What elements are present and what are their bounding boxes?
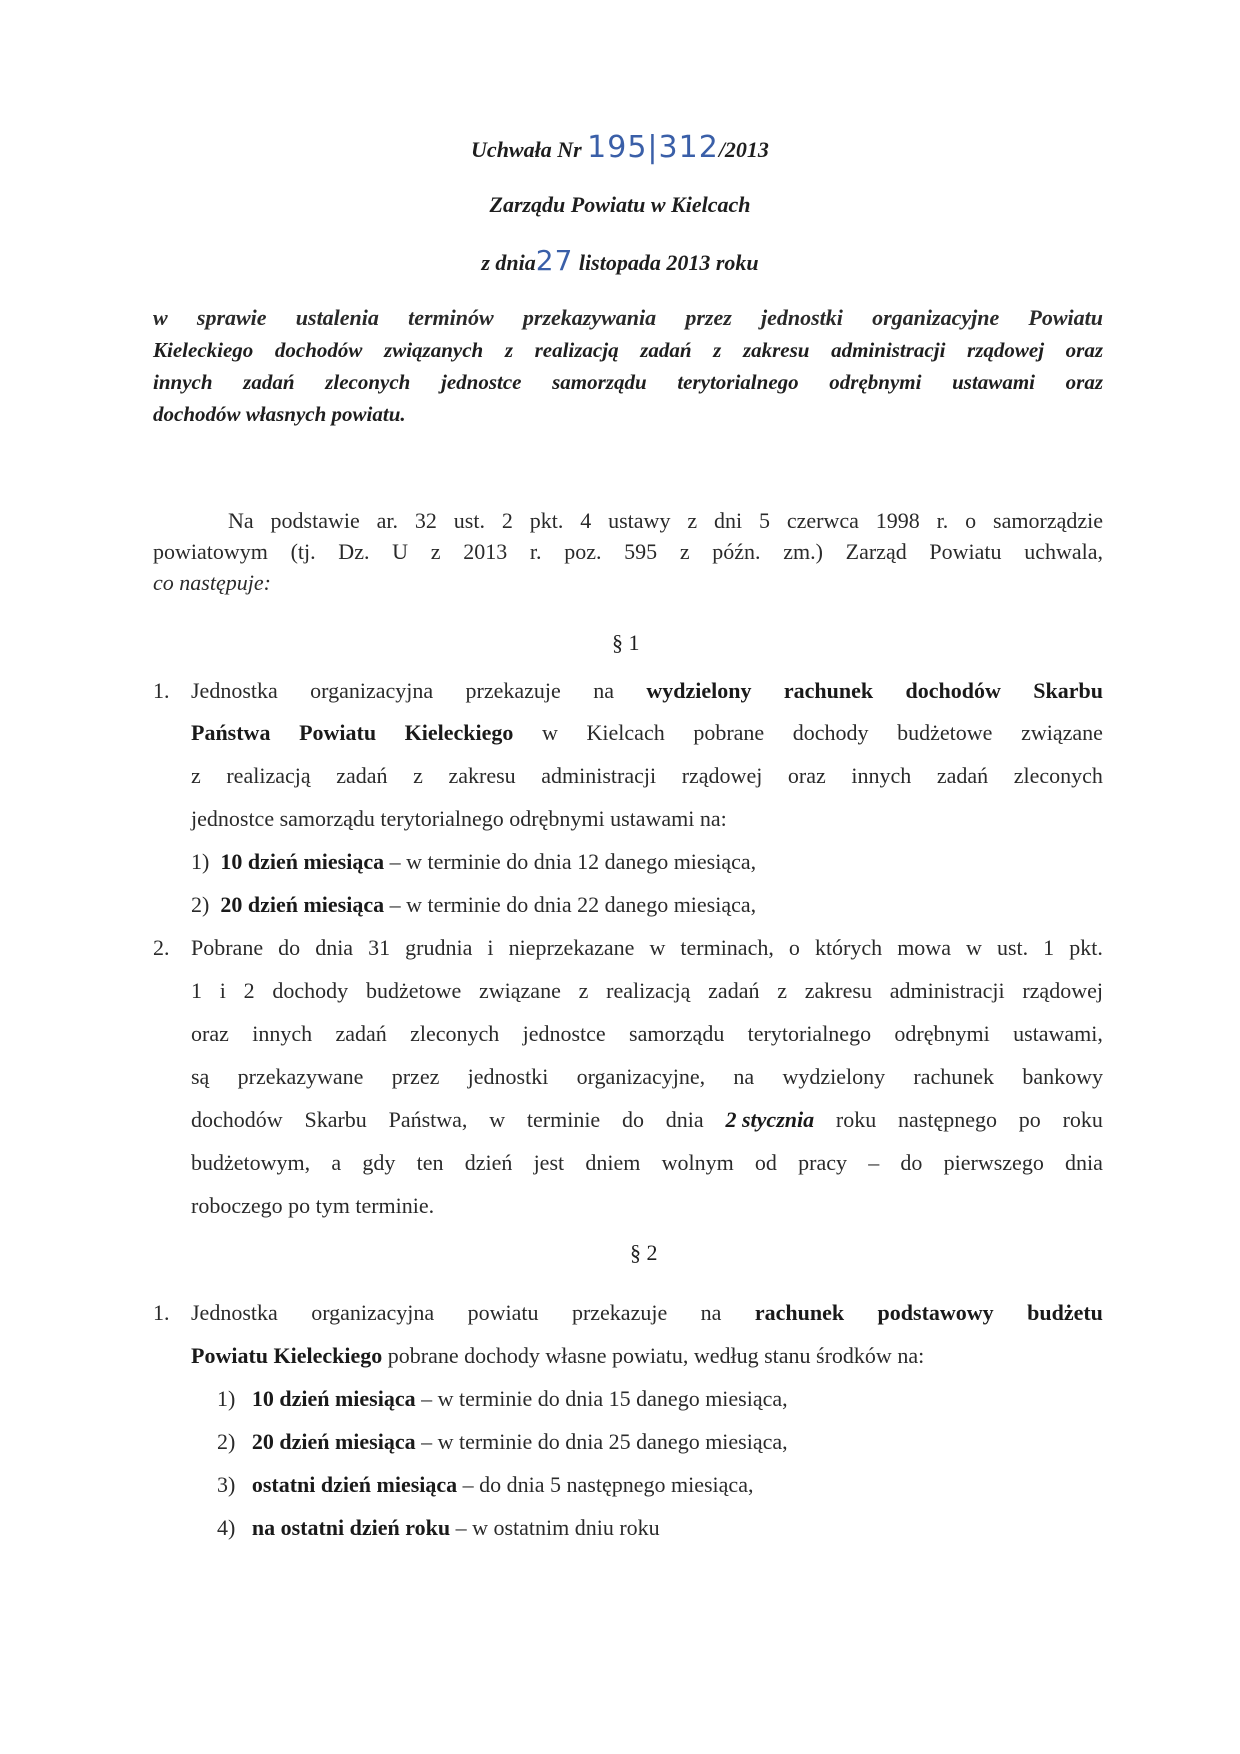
bold-word: dochodów: [905, 678, 1001, 703]
item-bold: na ostatni dzień roku: [251, 1515, 451, 1540]
legal-basis: [153, 505, 1103, 598]
item-bold: 20 dzień miesiąca: [251, 1429, 416, 1454]
word: Skarbu: [304, 1107, 367, 1132]
word: 31: [368, 935, 391, 960]
word: wolnym: [661, 1150, 734, 1175]
s1-p2-number: 2.: [153, 935, 170, 960]
word: rachunek: [913, 1064, 995, 1089]
word: przekazuje: [571, 1300, 668, 1325]
item-number: 2): [217, 1429, 236, 1454]
word: 1: [1043, 935, 1055, 960]
word: powiatu: [467, 1300, 539, 1325]
subject-line-3: innych zadań zleconych jednostce samorządu terytorialnego odrębnymi ustawami oraz: [153, 370, 1103, 394]
s2-list-item-3: [217, 1472, 753, 1498]
word: po: [1018, 1107, 1041, 1132]
s2-p1-line-2: [191, 1343, 924, 1369]
word: ten: [416, 1150, 444, 1175]
word: zleconych: [1013, 763, 1103, 788]
bold-word: Kieleckiego: [404, 720, 514, 745]
word: dzień: [464, 1150, 513, 1175]
word: realizacją: [226, 763, 311, 788]
s2-list-item-4: [217, 1515, 660, 1541]
word: w: [649, 935, 666, 960]
word: następnego: [898, 1107, 997, 1132]
issuer-line: Zarządu Powiatu w Kielcach: [489, 192, 751, 217]
word: przez: [391, 1064, 440, 1089]
item-text: – w terminie do dnia 12 danego miesiąca,: [384, 849, 757, 874]
word: grudnia: [405, 935, 473, 960]
title-suffix: /2013: [718, 137, 769, 162]
word: przekazywane: [237, 1064, 364, 1089]
word: jednostki: [467, 1064, 549, 1089]
s1-p2-line-6: [191, 1150, 1103, 1176]
word: na: [700, 1300, 722, 1325]
word: organizacyjna: [310, 678, 434, 703]
s1-list-item-1: [191, 849, 756, 875]
s1-p2-line-7: roboczego po tym terminie.: [191, 1193, 435, 1218]
word: na: [733, 1064, 755, 1089]
word: z: [191, 763, 201, 788]
word: pkt.: [1069, 935, 1103, 960]
s1-p1-line-2: [191, 720, 1103, 746]
subject-line-4: dochodów własnych powiatu.: [153, 402, 406, 426]
word: budżetowe: [897, 720, 993, 745]
item-bold: 10 dzień miesiąca: [220, 849, 385, 874]
word: gdy: [362, 1150, 396, 1175]
subject-text-1: w sprawie ustalenia terminów przekazywania przez jednostki organizacyjne Powiatu: [153, 305, 1103, 330]
word: na: [593, 678, 614, 703]
word: terminie: [526, 1107, 601, 1132]
word: ust.: [996, 935, 1029, 960]
word: zadań: [936, 763, 989, 788]
word: związane: [479, 978, 561, 1003]
resolution-title: [0, 130, 1240, 165]
s1-p2-line-5: [191, 1107, 1103, 1133]
word: odrębnymi: [894, 1021, 990, 1046]
word: w: [542, 720, 558, 745]
word: pierwszego: [943, 1150, 1044, 1175]
bold-italic-date: 2 stycznia: [725, 1107, 815, 1132]
s1-p2-line-1: [191, 935, 1103, 961]
word: mowa: [897, 935, 951, 960]
handwritten-day: 27: [535, 244, 574, 277]
word: dniem: [585, 1150, 641, 1175]
word: terminach,: [680, 935, 774, 960]
word: roku: [1062, 1107, 1103, 1132]
word: z: [578, 978, 589, 1003]
word: budżetowym,: [191, 1150, 311, 1175]
s1-p1-line-3: [191, 763, 1103, 789]
word: innych: [252, 1021, 313, 1046]
word: rządowej: [1022, 978, 1103, 1003]
word: do: [278, 935, 301, 960]
handwritten-resolution-number: 195|312: [587, 130, 719, 165]
word: innych: [851, 763, 912, 788]
word: administracji: [541, 763, 657, 788]
word: z: [413, 763, 423, 788]
word: dnia: [665, 1107, 704, 1132]
s1-p2-line-4: [191, 1064, 1103, 1090]
subject-line-1: [153, 302, 1103, 334]
word: do: [622, 1107, 644, 1132]
resolution-subject: [153, 302, 1103, 430]
word: których: [814, 935, 883, 960]
item-bold: 20 dzień miesiąca: [220, 892, 385, 917]
s2-p1-line-1: [191, 1300, 1103, 1326]
basis-line-2: powiatowym (tj. Dz. U z 2013 r. poz. 595 z późn. zm.) Zarząd Powiatu uchwala,: [153, 539, 1103, 564]
word: rządowej: [681, 763, 763, 788]
word: oraz: [191, 1021, 229, 1046]
word: w: [489, 1107, 506, 1132]
word: oraz: [787, 763, 826, 788]
s2-list-item-2: [217, 1429, 788, 1455]
date-line: [0, 244, 1240, 277]
item-number: 4): [217, 1515, 236, 1540]
bold-word: wydzielony: [646, 678, 752, 703]
s2-p1-number: 1.: [153, 1300, 170, 1325]
s2-list-item-1: [217, 1386, 788, 1412]
word: jest: [533, 1150, 565, 1175]
word: organizacyjna: [311, 1300, 435, 1325]
item-number: 2): [191, 892, 210, 917]
s1-p1-line-4: jednostce samorządu terytorialnego odrębnymi ustawami na:: [191, 806, 727, 831]
s1-p1-number: 1.: [153, 678, 170, 703]
item-bold: 10 dzień miesiąca: [251, 1386, 416, 1411]
word: budżetowe: [365, 978, 462, 1003]
subject-line-2: Kieleckiego dochodów związanych z realizacją zadań z zakresu administracji rządowej oraz: [153, 338, 1103, 362]
bold-word: budżetu: [1027, 1300, 1103, 1325]
word: pobrane: [693, 720, 765, 745]
section-1-heading: § 1: [612, 630, 640, 655]
item-text: – w terminie do dnia 15 danego miesiąca,: [415, 1386, 788, 1411]
word: roku: [835, 1107, 877, 1132]
word: dochodów: [191, 1107, 283, 1132]
title-prefix: Uchwała Nr: [471, 137, 582, 162]
item-text: – w terminie do dnia 22 danego miesiąca,: [384, 892, 757, 917]
s1-list-item-2: [191, 892, 756, 918]
word: od: [754, 1150, 777, 1175]
word: przekazuje: [465, 678, 561, 703]
word: samorządu: [629, 1021, 725, 1046]
date-prefix: z dnia: [481, 250, 536, 275]
item-text: – w ostatnim dniu roku: [450, 1515, 660, 1540]
s1-p2-line-2: [191, 978, 1103, 1004]
word: dochody: [792, 720, 869, 745]
word: administracji: [889, 978, 1005, 1003]
date-suffix: listopada 2013 roku: [578, 250, 759, 275]
word: zakresu: [804, 978, 872, 1003]
word: do: [900, 1150, 923, 1175]
s1-p1-line-1: [191, 678, 1103, 704]
bold-word: podstawowy: [877, 1300, 994, 1325]
word: organizacyjne,: [576, 1064, 706, 1089]
item-text: – w terminie do dnia 25 danego miesiąca,: [415, 1429, 788, 1454]
word: zakresu: [448, 763, 516, 788]
bold-word: Państwa: [191, 720, 271, 745]
section-2-heading: § 2: [630, 1240, 658, 1265]
word: ustawami,: [1013, 1021, 1103, 1046]
word: a: [331, 1150, 342, 1175]
word: zadań: [336, 763, 388, 788]
line-text: pobrane dochody własne powiatu, według stanu środków na:: [382, 1343, 925, 1368]
bold-word: rachunek: [783, 678, 874, 703]
word: Państwa,: [388, 1107, 468, 1132]
item-bold: ostatni dzień miesiąca: [251, 1472, 458, 1497]
word: zadań: [708, 978, 760, 1003]
word: z: [777, 978, 787, 1003]
word: dnia: [315, 935, 354, 960]
word: realizacją: [606, 978, 691, 1003]
bold-phrase: Powiatu Kieleckiego: [191, 1343, 383, 1368]
word: Kielcach: [586, 720, 665, 745]
item-number: 1): [217, 1386, 236, 1411]
word: i: [487, 935, 494, 960]
word: 2: [243, 978, 255, 1003]
word: zleconych: [410, 1021, 500, 1046]
basis-closing: co następuje:: [153, 570, 271, 595]
word: jednostce: [522, 1021, 606, 1046]
word: dochody: [272, 978, 349, 1003]
basis-line-1: Na podstawie ar. 32 ust. 2 pkt. 4 ustawy z dni 5 czerwca 1998 r. o samorządzie: [228, 508, 1103, 533]
word: i: [219, 978, 226, 1003]
item-number: 1): [191, 849, 210, 874]
word: dnia: [1065, 1150, 1103, 1175]
word: –: [868, 1150, 880, 1175]
item-text: – do dnia 5 następnego miesiąca,: [457, 1472, 754, 1497]
word: pracy: [798, 1150, 847, 1175]
word: Jednostka: [191, 1300, 278, 1325]
basis-line-3: [153, 567, 1103, 598]
word: w: [966, 935, 982, 960]
s1-p2-line-3: [191, 1021, 1103, 1047]
word: Pobrane: [191, 935, 264, 960]
word: zadań: [335, 1021, 387, 1046]
bold-word: rachunek: [754, 1300, 845, 1325]
word: związane: [1021, 720, 1103, 745]
item-number: 3): [217, 1472, 236, 1497]
word: o: [788, 935, 800, 960]
word: Jednostka: [191, 678, 278, 703]
word: wydzielony: [782, 1064, 886, 1089]
word: bankowy: [1022, 1064, 1103, 1089]
word: są: [191, 1064, 210, 1089]
word: nieprzekazane: [508, 935, 635, 960]
bold-word: Skarbu: [1033, 678, 1103, 703]
word: 1: [191, 978, 202, 1003]
word: terytorialnego: [747, 1021, 872, 1046]
bold-word: Powiatu: [299, 720, 377, 745]
